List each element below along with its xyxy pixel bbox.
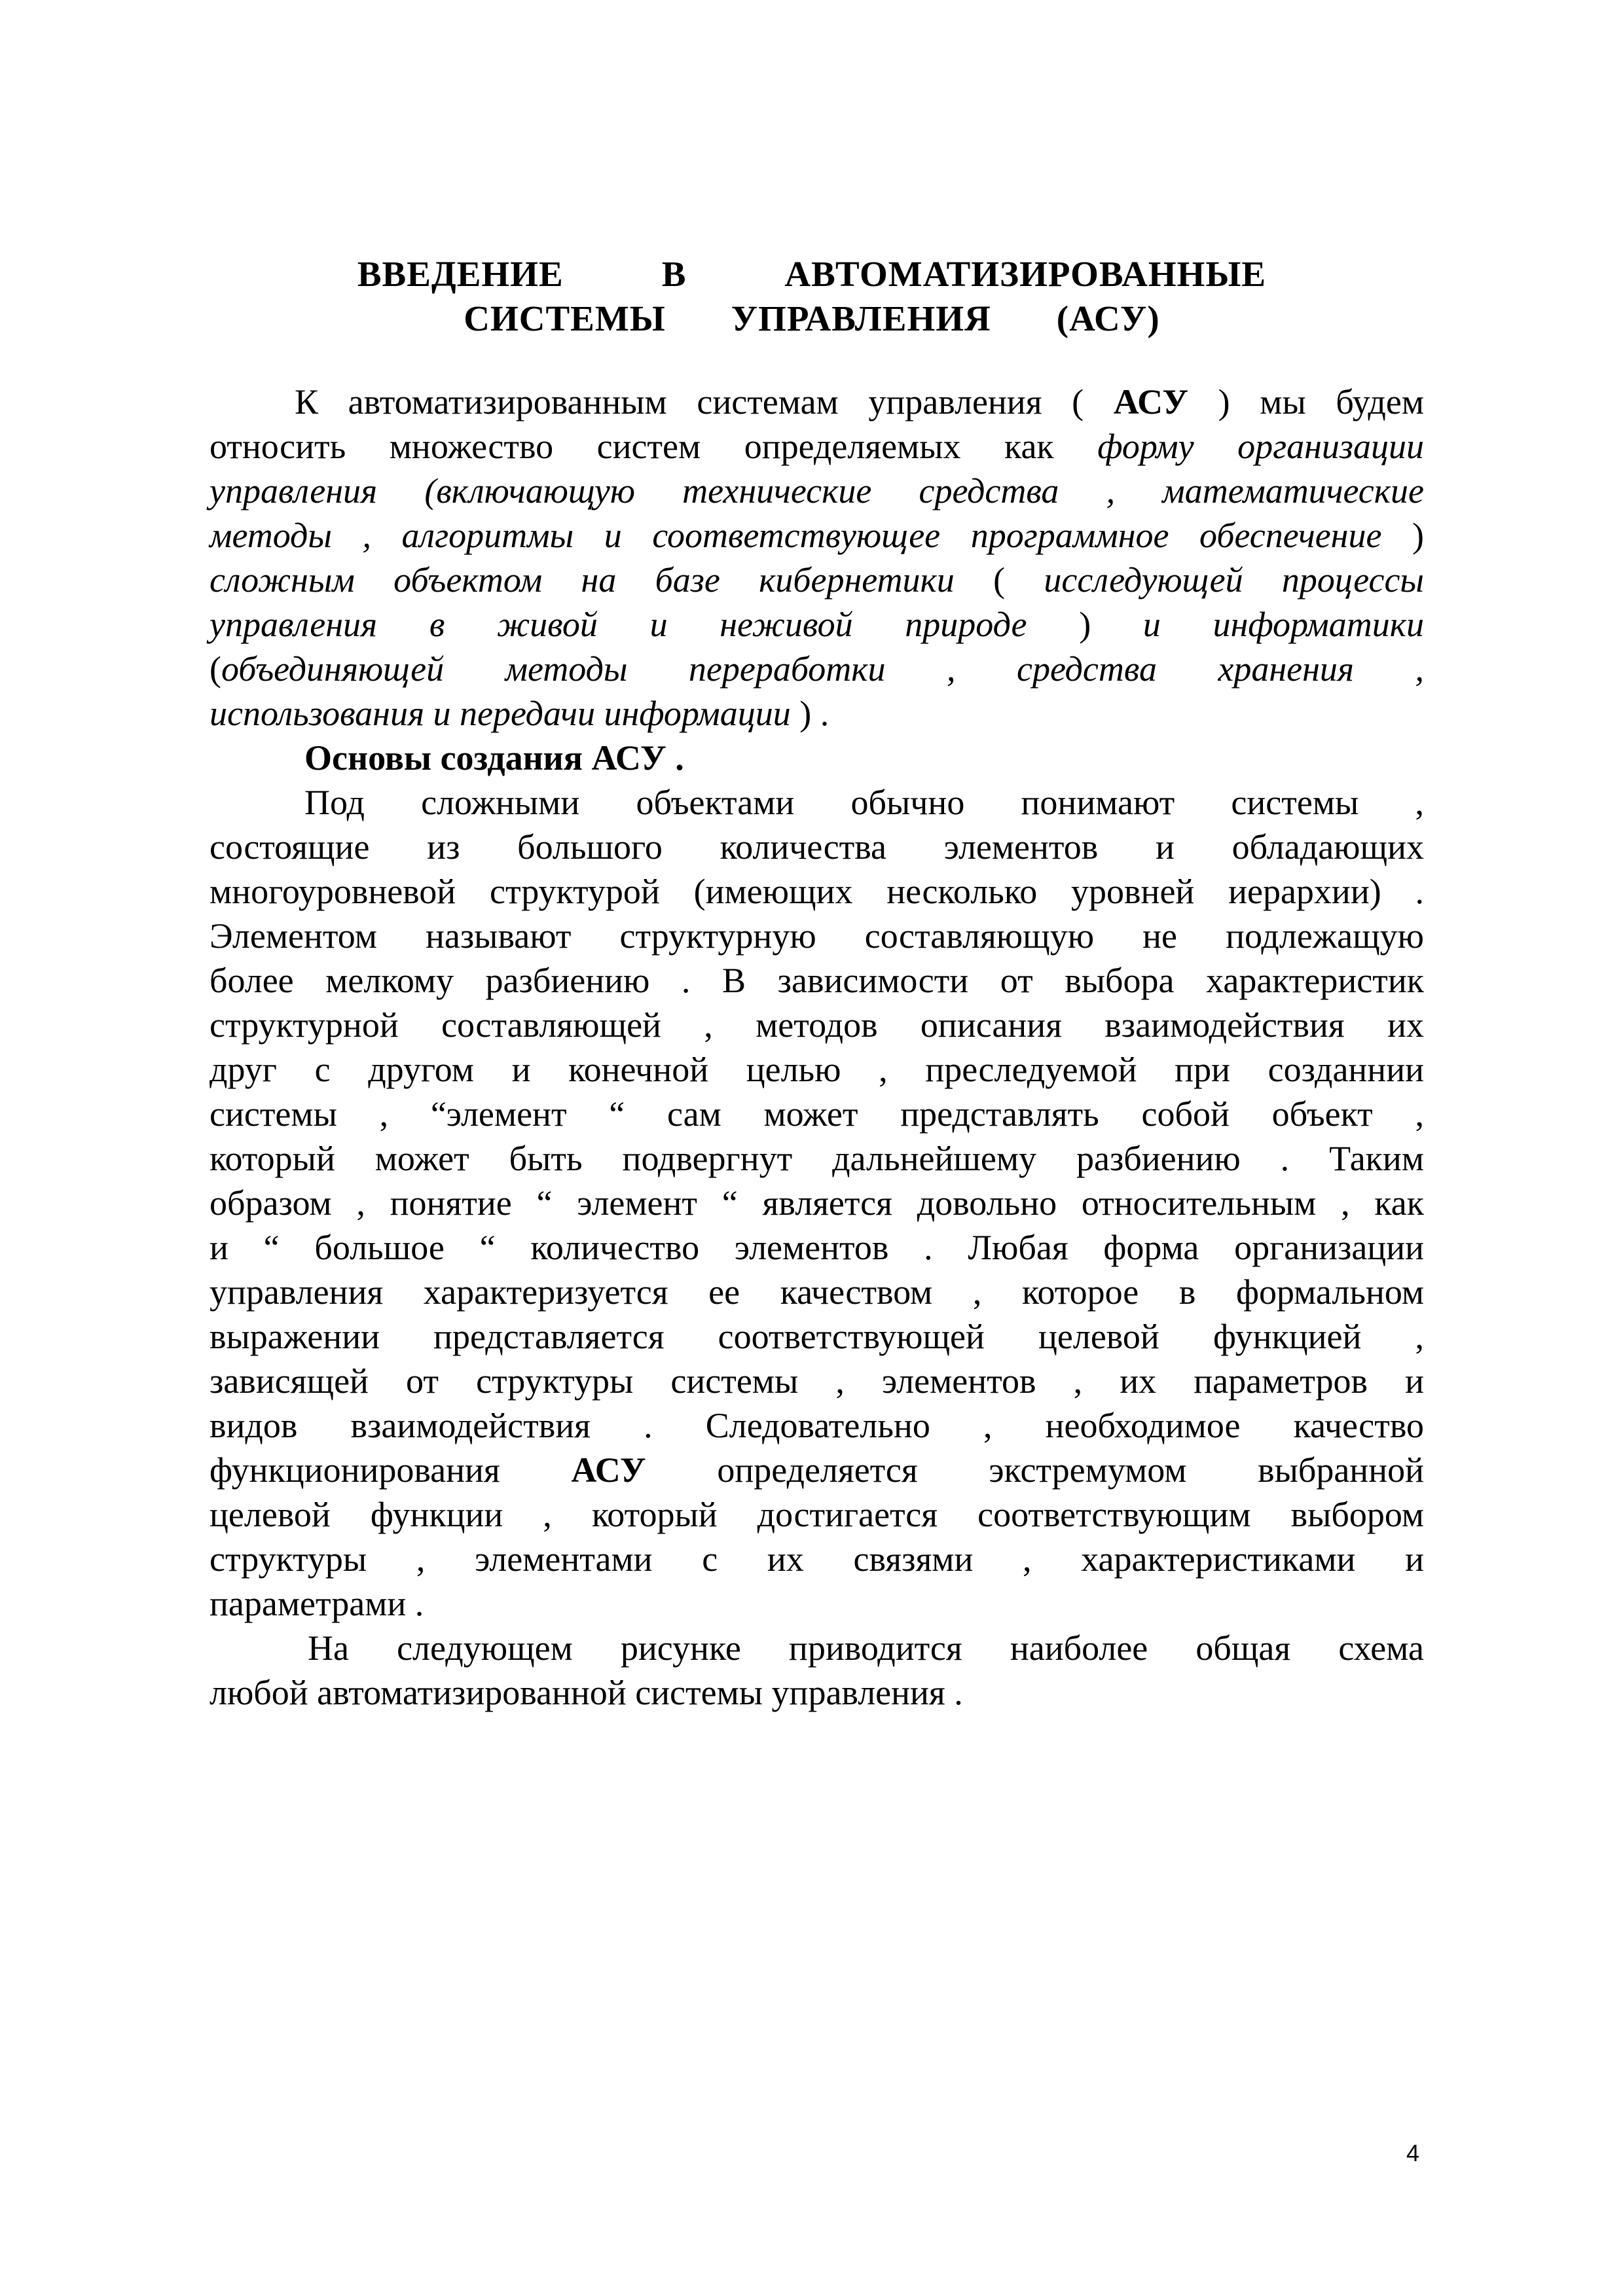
paragraph-line: видов взаимодействия . Следовательно , необходимое качество [210,1406,1424,1445]
document-title [210,252,1414,341]
paragraph-line: который может быть подвергнут дальнейшему разбиению . Таким [210,1139,1424,1178]
paragraph-line: многоуровневой структурой (имеющих несколько уровней иерархии) . [210,872,1424,911]
title-word: (АСУ) [1056,298,1160,338]
title-word: ВВЕДЕНИЕ [357,254,564,294]
abbr-asu: АСУ [571,1450,646,1490]
intro-line-5: сложным объектом на базе кибернетики ( исследующей процессы [210,560,1425,600]
paragraph-line: более мелкому разбиению . В зависимости от выбора характеристик [210,961,1424,1000]
intro-line-6: управления в живой и неживой природе ) и информатики [210,605,1425,644]
closing-line: На следующем рисунке приводится наиболее общая схема [308,1628,1424,1668]
intro-line-4: методы , алгоритмы и соответствующее программное обеспечение ) [210,516,1425,555]
intro-line-1: К автоматизированным системам управления ( АСУ ) мы будем [295,382,1425,422]
page-number: 4 [1406,2140,1420,2166]
paragraph-line: выражении представляется соответствующей целевой функцией , [210,1317,1424,1356]
document-body [210,380,1424,1715]
title-word: СИСТЕМЫ [464,298,666,338]
paragraph-line: целевой функции , который достигается соответствующим выбором [210,1495,1424,1534]
title-word: АВТОМАТИЗИРОВАННЫЕ [784,254,1267,294]
intro-line-3: управления (включающую технические средства , математические [210,471,1424,511]
paragraph-line: параметрами . [210,1584,424,1623]
intro-line-2: относить множество систем определяемых как форму организации [210,427,1425,466]
paragraph-line: Под сложными объектами обычно понимают системы , [304,783,1424,822]
paragraph-line: образом , понятие “ элемент “ является довольно относительным , как [210,1183,1424,1223]
paragraph-line: управления характеризуется ее качеством , которое в формальном [210,1272,1424,1312]
title-word: УПРАВЛЕНИЯ [731,298,991,338]
paragraph-line: структуры , элементами с их связями , характеристиками и [210,1539,1424,1579]
paragraph-line: структурной составляющей , методов описания взаимодействия их [210,1005,1424,1045]
abbr-asu: АСУ [1113,382,1189,422]
paragraph-line: зависящей от структуры системы , элементов , их параметров и [210,1361,1424,1401]
intro-line-8: использования и передачи информации ) . [210,694,830,733]
paragraph-line: системы , “элемент “ сам может представлять собой объект , [210,1094,1424,1134]
paragraph-line: функционирования АСУ определяется экстремумом выбранной [210,1450,1424,1490]
paragraph-line: и “ большое “ количество элементов . Любая форма организации [210,1228,1424,1267]
paragraph-line: Элементом называют структурную составляющую не подлежащую [210,916,1424,956]
paragraph-line: друг с другом и конечной целью , преследуемой при созданнии [210,1050,1424,1089]
section-heading: Основы создания АСУ . [304,738,684,778]
closing-line: любой автоматизированной системы управления . [210,1673,963,1712]
intro-line-7: (объединяющей методы переработки , средства хранения , [210,649,1424,689]
paragraph-line: состоящие из большого количества элементов и обладающих [210,827,1424,867]
title-word: В [661,254,687,294]
